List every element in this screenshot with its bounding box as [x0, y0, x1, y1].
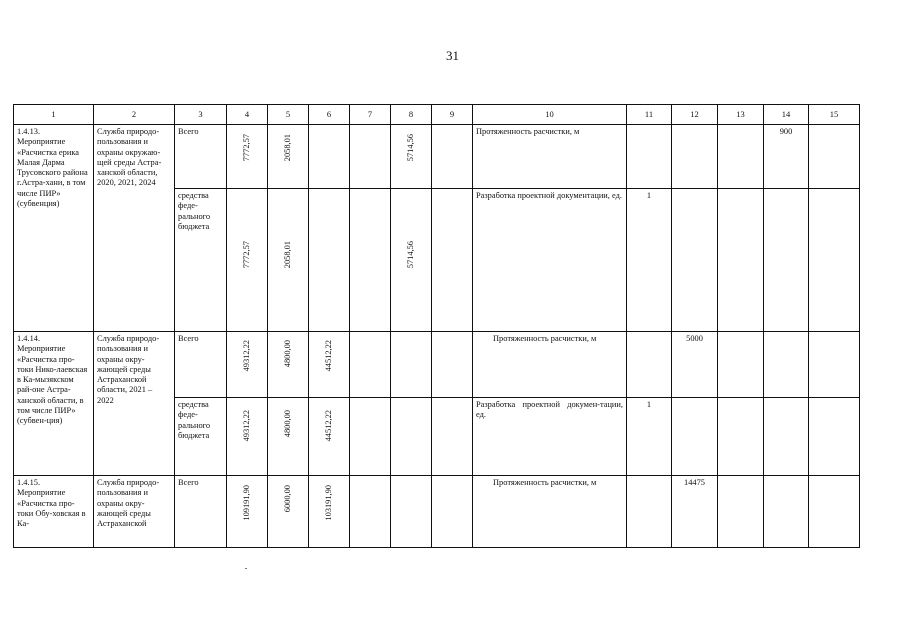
amount-total-cell	[227, 332, 268, 398]
amount-value: 2058,01	[282, 241, 292, 269]
funding-source-cell: Всего	[175, 332, 227, 398]
indicator-value-cell	[809, 476, 860, 548]
amount-cell	[391, 476, 432, 548]
amount-cell	[350, 398, 391, 476]
amount-cell	[391, 125, 432, 189]
indicator-value-cell	[764, 189, 809, 332]
funding-source-cell: Всего	[175, 476, 227, 548]
table-row	[14, 332, 860, 398]
header-cell: 7	[350, 105, 391, 125]
header-cell: 4	[227, 105, 268, 125]
indicator-value-cell: 900	[764, 125, 809, 189]
program-table	[13, 104, 860, 548]
amount-cell	[268, 398, 309, 476]
scan-speck	[245, 568, 247, 569]
amount-value: 7772,57	[241, 241, 251, 269]
amount-cell	[309, 476, 350, 548]
amount-cell	[391, 189, 432, 332]
measure-name-cell: 1.4.15. Мероприятие «Расчистка про-токи Обу-ховская в Ка-	[14, 476, 94, 548]
funding-source-cell: средства феде-рального бюджета	[175, 189, 227, 332]
amount-cell	[350, 189, 391, 332]
amount-value: 49312,22	[241, 410, 251, 442]
header-cell: 1	[14, 105, 94, 125]
indicator-value-cell	[718, 398, 764, 476]
indicator-value-cell	[809, 332, 860, 398]
header-cell: 3	[175, 105, 227, 125]
header-cell: 14	[764, 105, 809, 125]
amount-value: 4800,00	[282, 340, 292, 368]
amount-cell	[309, 398, 350, 476]
header-cell: 6	[309, 105, 350, 125]
indicator-value-cell: 1	[627, 398, 672, 476]
amount-value: 7772,57	[241, 134, 251, 162]
amount-cell	[268, 125, 309, 189]
table-row	[14, 476, 860, 548]
header-cell: 2	[94, 105, 175, 125]
amount-total-cell	[227, 476, 268, 548]
amount-cell	[391, 398, 432, 476]
amount-cell	[432, 332, 473, 398]
indicator-value-cell	[718, 476, 764, 548]
amount-value: 6000,00	[282, 485, 292, 513]
amount-value: 103191,90	[323, 485, 333, 521]
amount-value: 5714,56	[405, 134, 415, 162]
executor-cell: Служба природо-пользования и охраны окру-жающей среды Астраханской	[94, 476, 175, 548]
indicator-value-cell	[672, 125, 718, 189]
amount-cell	[227, 189, 268, 332]
indicator-cell: Разработка проектной документации, ед.	[473, 189, 627, 332]
amount-cell	[268, 332, 309, 398]
amount-cell	[432, 189, 473, 332]
amount-cell	[350, 332, 391, 398]
amount-cell	[391, 332, 432, 398]
amount-cell	[268, 476, 309, 548]
header-cell: 10	[473, 105, 627, 125]
indicator-value-cell	[718, 125, 764, 189]
amount-value: 4800,00	[282, 410, 292, 438]
amount-value: 109191,90	[241, 485, 251, 521]
indicator-value-cell	[718, 189, 764, 332]
amount-value: 44512,22	[323, 340, 333, 372]
measure-name-cell: 1.4.14. Мероприятие «Расчистка про-токи Нико-лаевская в Ка-мызякском рай-оне Астра-ханской области, в том числе ПИР» (субвен-ция)	[14, 332, 94, 476]
page-number: 31	[446, 48, 459, 63]
executor-cell: Служба природо-пользования и охраны окру-жающей среды Астраханской области, 2021 – 2022	[94, 332, 175, 476]
indicator-value-cell: 5000	[672, 332, 718, 398]
amount-cell	[268, 189, 309, 332]
executor-cell: Служба природо-пользования и охраны окружаю-щей среды Астра-ханской области, 2020, 2021, 2024	[94, 125, 175, 332]
amount-cell	[432, 476, 473, 548]
header-cell: 8	[391, 105, 432, 125]
header-cell: 12	[672, 105, 718, 125]
amount-cell	[432, 125, 473, 189]
header-cell: 11	[627, 105, 672, 125]
indicator-value-cell	[672, 189, 718, 332]
header-cell: 15	[809, 105, 860, 125]
indicator-value-cell: 1	[627, 189, 672, 332]
amount-value: 5714,56	[405, 241, 415, 269]
header-cell: 9	[432, 105, 473, 125]
indicator-value-cell	[627, 125, 672, 189]
funding-source-cell: средства феде-рального бюджета	[175, 398, 227, 476]
amount-value: 49312,22	[241, 340, 251, 372]
amount-cell	[350, 125, 391, 189]
amount-cell	[350, 476, 391, 548]
indicator-cell: Разработка проектной докумен-тации, ед.	[473, 398, 627, 476]
indicator-value-cell	[764, 398, 809, 476]
amount-cell	[227, 398, 268, 476]
amount-cell	[309, 332, 350, 398]
header-row	[14, 105, 860, 125]
indicator-value-cell	[718, 332, 764, 398]
indicator-cell: Протяженность расчистки, м	[473, 125, 627, 189]
amount-cell	[309, 125, 350, 189]
indicator-cell: Протяженность расчистки, м	[473, 332, 627, 398]
measure-name-cell: 1.4.13. Мероприятие «Расчистка ерика Малая Дарма Трусовского района г.Астра-хани, в том числе ПИР» (субвенция)	[14, 125, 94, 332]
indicator-cell: Протяженность расчистки, м	[473, 476, 627, 548]
header-cell: 5	[268, 105, 309, 125]
indicator-value-cell	[627, 476, 672, 548]
indicator-value-cell	[764, 476, 809, 548]
indicator-value-cell	[672, 398, 718, 476]
indicator-value-cell	[627, 332, 672, 398]
table-row	[14, 125, 860, 189]
header-cell: 13	[718, 105, 764, 125]
amount-total-cell	[227, 125, 268, 189]
funding-source-cell: Всего	[175, 125, 227, 189]
amount-cell	[309, 189, 350, 332]
indicator-value-cell	[809, 189, 860, 332]
indicator-value-cell	[764, 332, 809, 398]
indicator-value-cell	[809, 398, 860, 476]
indicator-value-cell: 14475	[672, 476, 718, 548]
amount-value: 2058,01	[282, 134, 292, 162]
indicator-value-cell	[809, 125, 860, 189]
amount-value: 44512,22	[323, 410, 333, 442]
amount-cell	[432, 398, 473, 476]
